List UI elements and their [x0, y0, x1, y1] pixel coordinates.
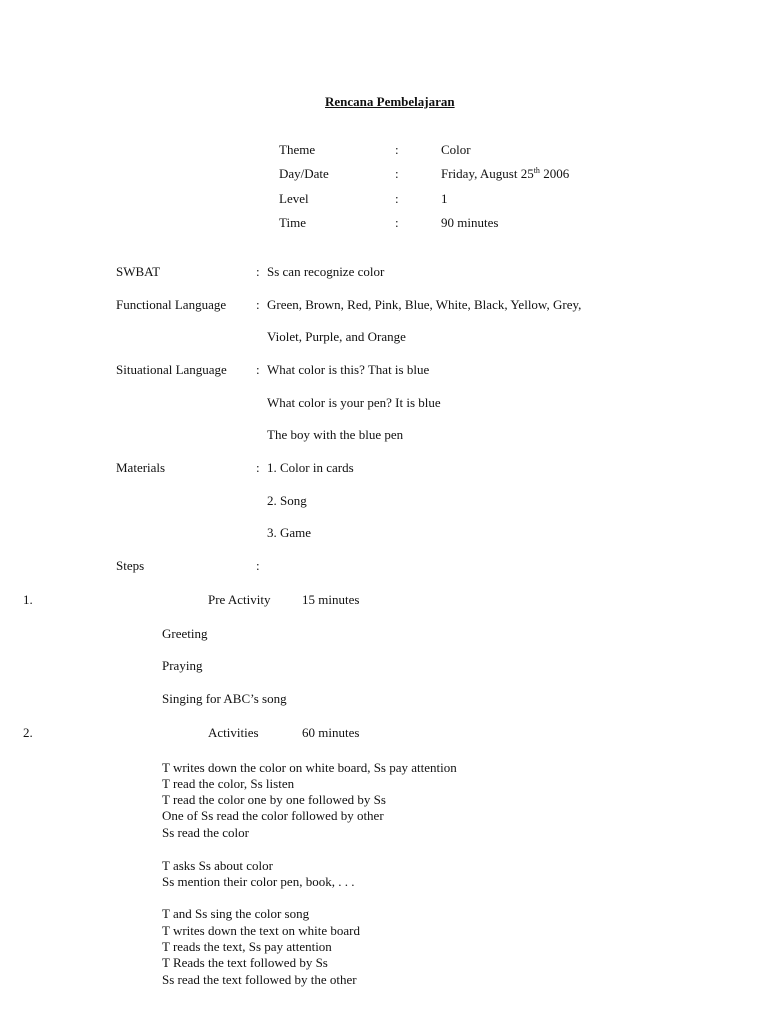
- stage2-number: 2.: [23, 725, 33, 740]
- date-colon: :: [395, 166, 399, 181]
- situational-language-label: Situational Language: [116, 362, 227, 377]
- time-colon: :: [395, 215, 399, 230]
- theme-colon: :: [395, 142, 399, 157]
- activity-line: T writes down the text on white board: [162, 923, 360, 938]
- theme-label: Theme: [279, 142, 316, 157]
- steps-label: Steps: [116, 558, 145, 573]
- functional-language-line1: Green, Brown, Red, Pink, Blue, White, Black, Yellow, Grey,: [267, 297, 582, 312]
- materials-colon: :: [256, 460, 260, 475]
- materials-label: Materials: [116, 460, 166, 475]
- stage1-name: Pre Activity: [208, 592, 271, 607]
- swbat-label: SWBAT: [116, 264, 161, 279]
- stage1-item: Singing for ABC’s song: [162, 691, 287, 706]
- stage1-duration: 15 minutes: [302, 592, 360, 607]
- level-value: 1: [441, 191, 448, 206]
- time-value: 90 minutes: [441, 215, 499, 230]
- functional-language-colon: :: [256, 297, 260, 312]
- activity-line: T read the color, Ss listen: [162, 776, 295, 791]
- activity-line: T writes down the color on white board, Ss pay attention: [162, 760, 457, 775]
- situational-language-colon: :: [256, 362, 260, 377]
- materials-item: 1. Color in cards: [267, 460, 354, 475]
- activity-line: Ss read the color: [162, 825, 250, 840]
- activity-line: One of Ss read the color followed by other: [162, 808, 384, 823]
- date-value-ordinal: th: [533, 166, 540, 175]
- date-value-year: 2006: [539, 166, 570, 181]
- date-value: [441, 166, 569, 182]
- activity-line: Ss read the text followed by the other: [162, 972, 357, 987]
- theme-value: Color: [441, 142, 471, 157]
- situational-language-item: The boy with the blue pen: [267, 427, 404, 442]
- materials-item: 3. Game: [267, 525, 312, 540]
- functional-language-line2: Violet, Purple, and Orange: [267, 329, 406, 344]
- stage2-duration: 60 minutes: [302, 725, 360, 740]
- stage1-item: Praying: [162, 658, 203, 673]
- activity-line: T Reads the text followed by Ss: [162, 955, 328, 970]
- stage1-number: 1.: [23, 592, 33, 607]
- activity-line: T reads the text, Ss pay attention: [162, 939, 332, 954]
- situational-language-item: What color is your pen? It is blue: [267, 395, 441, 410]
- activity-line: T read the color one by one followed by Ss: [162, 792, 386, 807]
- stage1-item: Greeting: [162, 626, 208, 641]
- swbat-colon: :: [256, 264, 260, 279]
- date-value-main: Friday, August 25: [441, 166, 534, 181]
- date-label: Day/Date: [279, 166, 329, 181]
- page-title: Rencana Pembelajaran: [325, 94, 455, 109]
- materials-item: 2. Song: [267, 493, 307, 508]
- steps-colon: :: [256, 558, 260, 573]
- time-label: Time: [279, 215, 306, 230]
- activity-line: Ss mention their color pen, book, . . .: [162, 874, 355, 889]
- level-colon: :: [395, 191, 399, 206]
- stage2-name: Activities: [208, 725, 259, 740]
- functional-language-label: Functional Language: [116, 297, 227, 312]
- situational-language-item: What color is this? That is blue: [267, 362, 430, 377]
- level-label: Level: [279, 191, 309, 206]
- swbat-value: Ss can recognize color: [267, 264, 385, 279]
- activity-line: T asks Ss about color: [162, 858, 273, 873]
- activity-line: T and Ss sing the color song: [162, 906, 310, 921]
